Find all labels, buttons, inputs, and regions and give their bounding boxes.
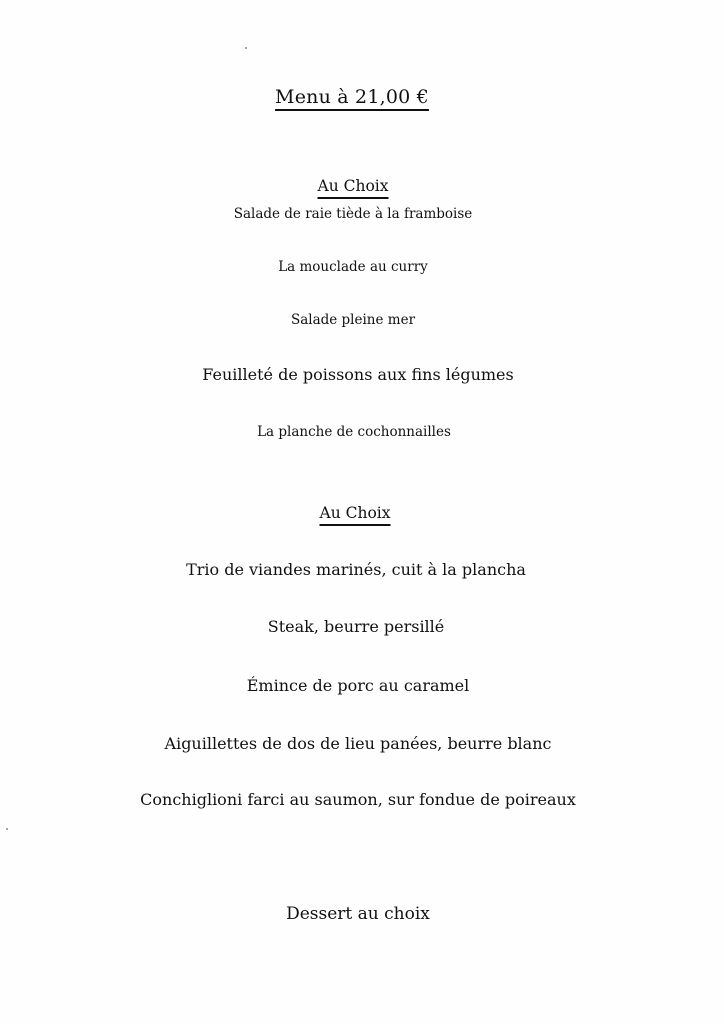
starters-heading-text: Au Choix [317, 177, 389, 195]
starter-item: Feuilleté de poissons aux fins légumes [202, 365, 514, 384]
mains-heading [0, 504, 710, 522]
main-item: Conchiglioni farci au saumon, sur fondue de poireaux [140, 790, 576, 809]
main-item: Trio de viandes marinés, cuit à la plancha [186, 560, 526, 579]
menu-title-text: Menu à 21,00 € [275, 86, 429, 108]
mains-heading-text: Au Choix [319, 504, 391, 522]
starters-heading [0, 177, 706, 195]
starter-item: La planche de cochonnailles [257, 424, 451, 440]
dessert-heading: Dessert au choix [286, 904, 430, 924]
menu-title [0, 86, 704, 108]
main-item: Steak, beurre persillé [267, 617, 445, 636]
paper-speck [245, 47, 247, 49]
main-item: Aiguillettes de dos de lieu panées, beurre blanc [164, 734, 552, 753]
starter-item: Salade pleine mer [290, 312, 416, 328]
main-item: Émince de porc au caramel [246, 676, 470, 695]
paper-speck [6, 828, 8, 830]
starter-item: Salade de raie tiède à la framboise [233, 206, 473, 222]
starter-item: La mouclade au curry [278, 259, 428, 275]
